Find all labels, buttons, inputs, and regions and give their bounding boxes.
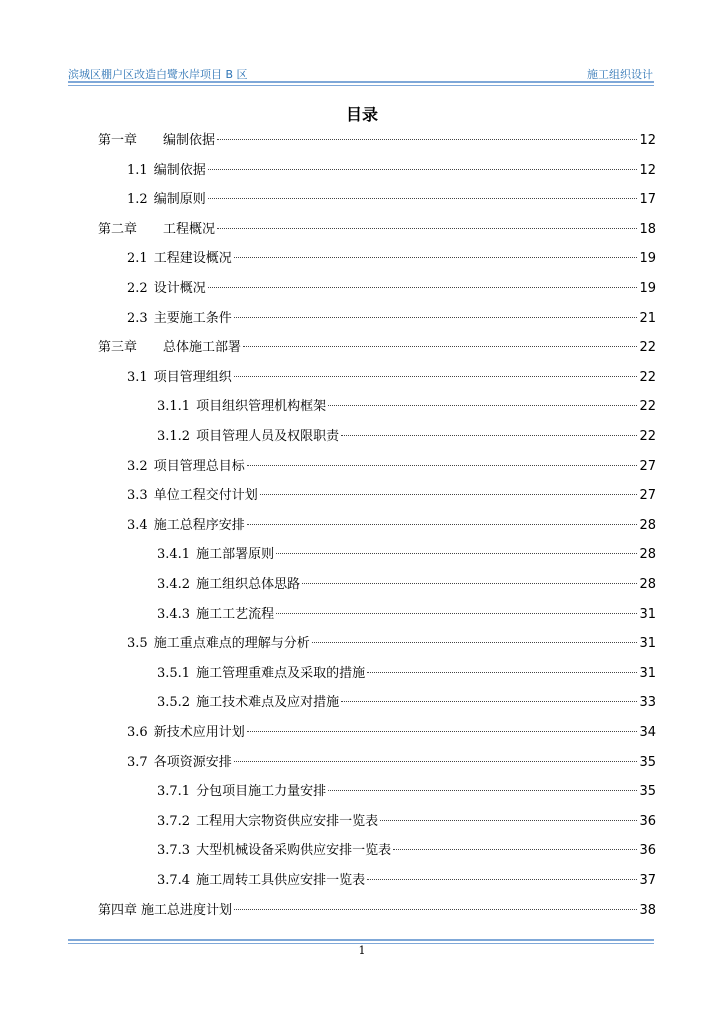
toc-entry-number: 3.4 <box>127 517 148 533</box>
toc-entry-number: 3.1.2 <box>157 429 191 444</box>
toc-entry-number: 第一章 <box>98 133 138 148</box>
toc-entry-3-4[interactable] <box>0 516 656 536</box>
toc-entry-3-4-2[interactable] <box>0 575 656 595</box>
toc-entry-number: 2.2 <box>127 281 148 296</box>
toc-entry-title: 新技术应用计划 <box>153 725 245 740</box>
toc-entry-title: 主要施工条件 <box>153 310 232 326</box>
toc-entry-number: 1.1 <box>127 162 148 178</box>
toc-leader-dots <box>341 701 637 702</box>
toc-entry-3-3[interactable] <box>0 486 656 506</box>
toc-leader-dots <box>302 583 637 584</box>
toc-entry-title: 施工技术难点及应对措施 <box>196 695 340 711</box>
toc-entry-title: 施工组织总体思路 <box>196 577 301 592</box>
toc-entry-page: 36 <box>639 843 656 859</box>
page-number: 1 <box>358 944 366 957</box>
toc-leader-dots <box>328 405 637 406</box>
toc-entry-title: 工程概况 <box>163 221 216 237</box>
toc-leader-dots <box>234 317 638 318</box>
toc-entry-page: 35 <box>639 784 656 800</box>
toc-entry-page: 22 <box>639 399 656 415</box>
toc-entry-1-2[interactable] <box>0 190 656 210</box>
toc-leader-dots <box>208 287 638 288</box>
toc-leader-dots <box>247 524 638 525</box>
toc-leader-dots <box>260 494 638 495</box>
toc-entry-第一章[interactable] <box>0 131 656 151</box>
toc-entry-number: 第二章 <box>98 221 138 237</box>
toc-entry-3-4-3[interactable] <box>0 605 656 625</box>
toc-entry-第四章[interactable] <box>0 901 656 921</box>
toc-entry-第二章[interactable] <box>0 220 656 240</box>
toc-entry-page: 36 <box>639 813 656 829</box>
toc-entry-number: 3.4.3 <box>157 606 191 622</box>
toc-entry-page: 19 <box>639 281 656 296</box>
toc-entry-page: 18 <box>639 221 656 237</box>
toc-entry-title: 施工工艺流程 <box>196 606 275 622</box>
toc-leader-dots <box>393 849 637 850</box>
toc-entry-page: 35 <box>639 754 656 770</box>
toc-entry-3-7-4[interactable] <box>0 871 656 891</box>
toc-entry-page: 12 <box>639 162 656 178</box>
toc-leader-dots <box>217 228 637 229</box>
toc-entry-title: 各项资源安排 <box>153 754 232 770</box>
toc-entry-number: 3.7.1 <box>157 784 191 800</box>
toc-leader-dots <box>234 909 637 910</box>
toc-entry-title: 总体施工部署 <box>163 340 242 356</box>
toc-leader-dots <box>367 672 637 673</box>
toc-entry-2-1[interactable] <box>0 249 656 269</box>
toc-leader-dots <box>208 198 638 199</box>
toc-entry-page: 17 <box>639 192 656 208</box>
toc-entry-number: 3.7.3 <box>157 843 191 859</box>
toc-leader-dots <box>328 790 637 791</box>
toc-entry-number: 3.2 <box>127 458 148 474</box>
toc-entry-number: 第四章 <box>98 902 138 918</box>
toc-entry-title: 施工部署原则 <box>196 547 275 563</box>
toc-entry-number: 3.5.2 <box>157 695 191 711</box>
toc-entry-number: 第三章 <box>98 340 138 356</box>
toc-entry-3-5[interactable] <box>0 634 656 654</box>
toc-entry-2-3[interactable] <box>0 309 656 329</box>
toc-entry-page: 21 <box>639 310 656 326</box>
toc-entry-number: 2.1 <box>127 251 148 267</box>
toc-leader-dots <box>208 169 638 170</box>
toc-entry-title: 分包项目施工力量安排 <box>196 784 327 800</box>
footer-rule <box>68 939 654 941</box>
toc-entry-title: 项目组织管理机构框架 <box>196 399 327 415</box>
toc-entry-title: 单位工程交付计划 <box>153 488 258 504</box>
toc-entry-title: 项目管理人员及权限职责 <box>196 429 340 444</box>
toc-entry-title: 工程用大宗物资供应安排一览表 <box>196 813 379 829</box>
toc-entry-3-1-1[interactable] <box>0 397 656 417</box>
toc-entry-title: 施工总程序安排 <box>153 517 245 533</box>
toc-entry-title: 项目管理总目标 <box>153 458 245 474</box>
toc-entry-page: 27 <box>639 488 656 504</box>
toc-entry-3-7-1[interactable] <box>0 782 656 802</box>
toc-entry-page: 27 <box>639 458 656 474</box>
toc-leader-dots <box>380 820 637 821</box>
toc-entry-title: 编制依据 <box>153 162 206 178</box>
toc-entry-page: 12 <box>639 133 656 148</box>
toc-entry-title: 工程建设概况 <box>153 251 232 267</box>
toc-leader-dots <box>276 613 637 614</box>
toc-entry-number: 3.1.1 <box>157 399 191 415</box>
toc-leader-dots <box>312 642 638 643</box>
toc-leader-dots <box>367 879 637 880</box>
toc-entry-number: 3.5 <box>127 636 148 652</box>
toc-entry-page: 28 <box>639 517 656 533</box>
toc-entry-page: 22 <box>639 429 656 444</box>
toc-entry-page: 31 <box>639 665 656 681</box>
toc-entry-page: 28 <box>639 547 656 563</box>
toc-entry-2-2[interactable] <box>0 279 656 299</box>
toc-entry-3-7[interactable] <box>0 753 656 773</box>
toc-entry-title: 编制原则 <box>153 192 206 208</box>
toc-entry-3-5-2[interactable] <box>0 693 656 713</box>
header-project-name: 滨城区棚户区改造白鹭水岸项目 B 区 <box>68 68 248 81</box>
toc-entry-page: 22 <box>639 369 656 385</box>
toc-entry-3-7-3[interactable] <box>0 841 656 861</box>
toc-entry-title: 编制依据 <box>163 133 216 148</box>
toc-entry-title: 施工周转工具供应安排一览表 <box>196 873 366 888</box>
toc-entry-title: 项目管理组织 <box>153 369 232 385</box>
toc-entry-number: 3.6 <box>127 725 148 740</box>
toc-leader-dots <box>247 465 638 466</box>
toc-entry-number: 3.1 <box>127 369 148 385</box>
header-document-type: 施工组织设计 <box>587 68 653 81</box>
toc-entry-page: 19 <box>639 251 656 267</box>
toc-entry-number: 3.4.1 <box>157 547 191 563</box>
toc-entry-page: 37 <box>639 873 656 888</box>
toc-entry-number: 1.2 <box>127 192 148 208</box>
toc-entry-3-6[interactable] <box>0 723 656 743</box>
toc-entry-number: 3.7 <box>127 754 148 770</box>
toc-entry-3-7-2[interactable] <box>0 812 656 832</box>
toc-entry-page: 28 <box>639 577 656 592</box>
toc-entry-page: 34 <box>639 725 656 740</box>
toc-entry-number: 3.3 <box>127 488 148 504</box>
toc-entry-page: 31 <box>639 636 656 652</box>
toc-entry-number: 3.7.2 <box>157 813 191 829</box>
toc-entry-3-2[interactable] <box>0 457 656 477</box>
toc-leader-dots <box>234 376 638 377</box>
header-rule-thin <box>68 85 654 86</box>
toc-entry-title: 大型机械设备采购供应安排一览表 <box>196 843 392 859</box>
toc-entry-title: 施工管理重难点及采取的措施 <box>196 665 366 681</box>
toc-entry-page: 22 <box>639 340 656 356</box>
toc-leader-dots <box>341 435 637 436</box>
toc-leader-dots <box>243 346 637 347</box>
toc-entry-第三章[interactable] <box>0 338 656 358</box>
toc-entry-3-5-1[interactable] <box>0 664 656 684</box>
toc-entry-number: 2.3 <box>127 310 148 326</box>
toc-leader-dots <box>217 139 637 140</box>
toc-entry-number: 3.4.2 <box>157 577 191 592</box>
page-title: 目录 <box>345 105 378 124</box>
toc-entry-page: 38 <box>639 902 656 918</box>
toc-entry-page: 33 <box>639 695 656 711</box>
toc-entry-3-1-2[interactable] <box>0 427 656 447</box>
toc-leader-dots <box>247 731 638 732</box>
toc-entry-title: 施工重点难点的理解与分析 <box>153 636 310 652</box>
toc-entry-title: 设计概况 <box>153 281 206 296</box>
toc-entry-3-1[interactable] <box>0 368 656 388</box>
toc-entry-3-4-1[interactable] <box>0 545 656 565</box>
toc-entry-title: 施工总进度计划 <box>141 902 233 918</box>
toc-entry-number: 3.5.1 <box>157 665 191 681</box>
toc-entry-page: 31 <box>639 606 656 622</box>
toc-entry-number: 3.7.4 <box>157 873 191 888</box>
header-rule <box>68 81 654 83</box>
toc-entry-1-1[interactable] <box>0 161 656 181</box>
toc-leader-dots <box>276 553 637 554</box>
toc-leader-dots <box>234 761 638 762</box>
toc-leader-dots <box>234 257 638 258</box>
